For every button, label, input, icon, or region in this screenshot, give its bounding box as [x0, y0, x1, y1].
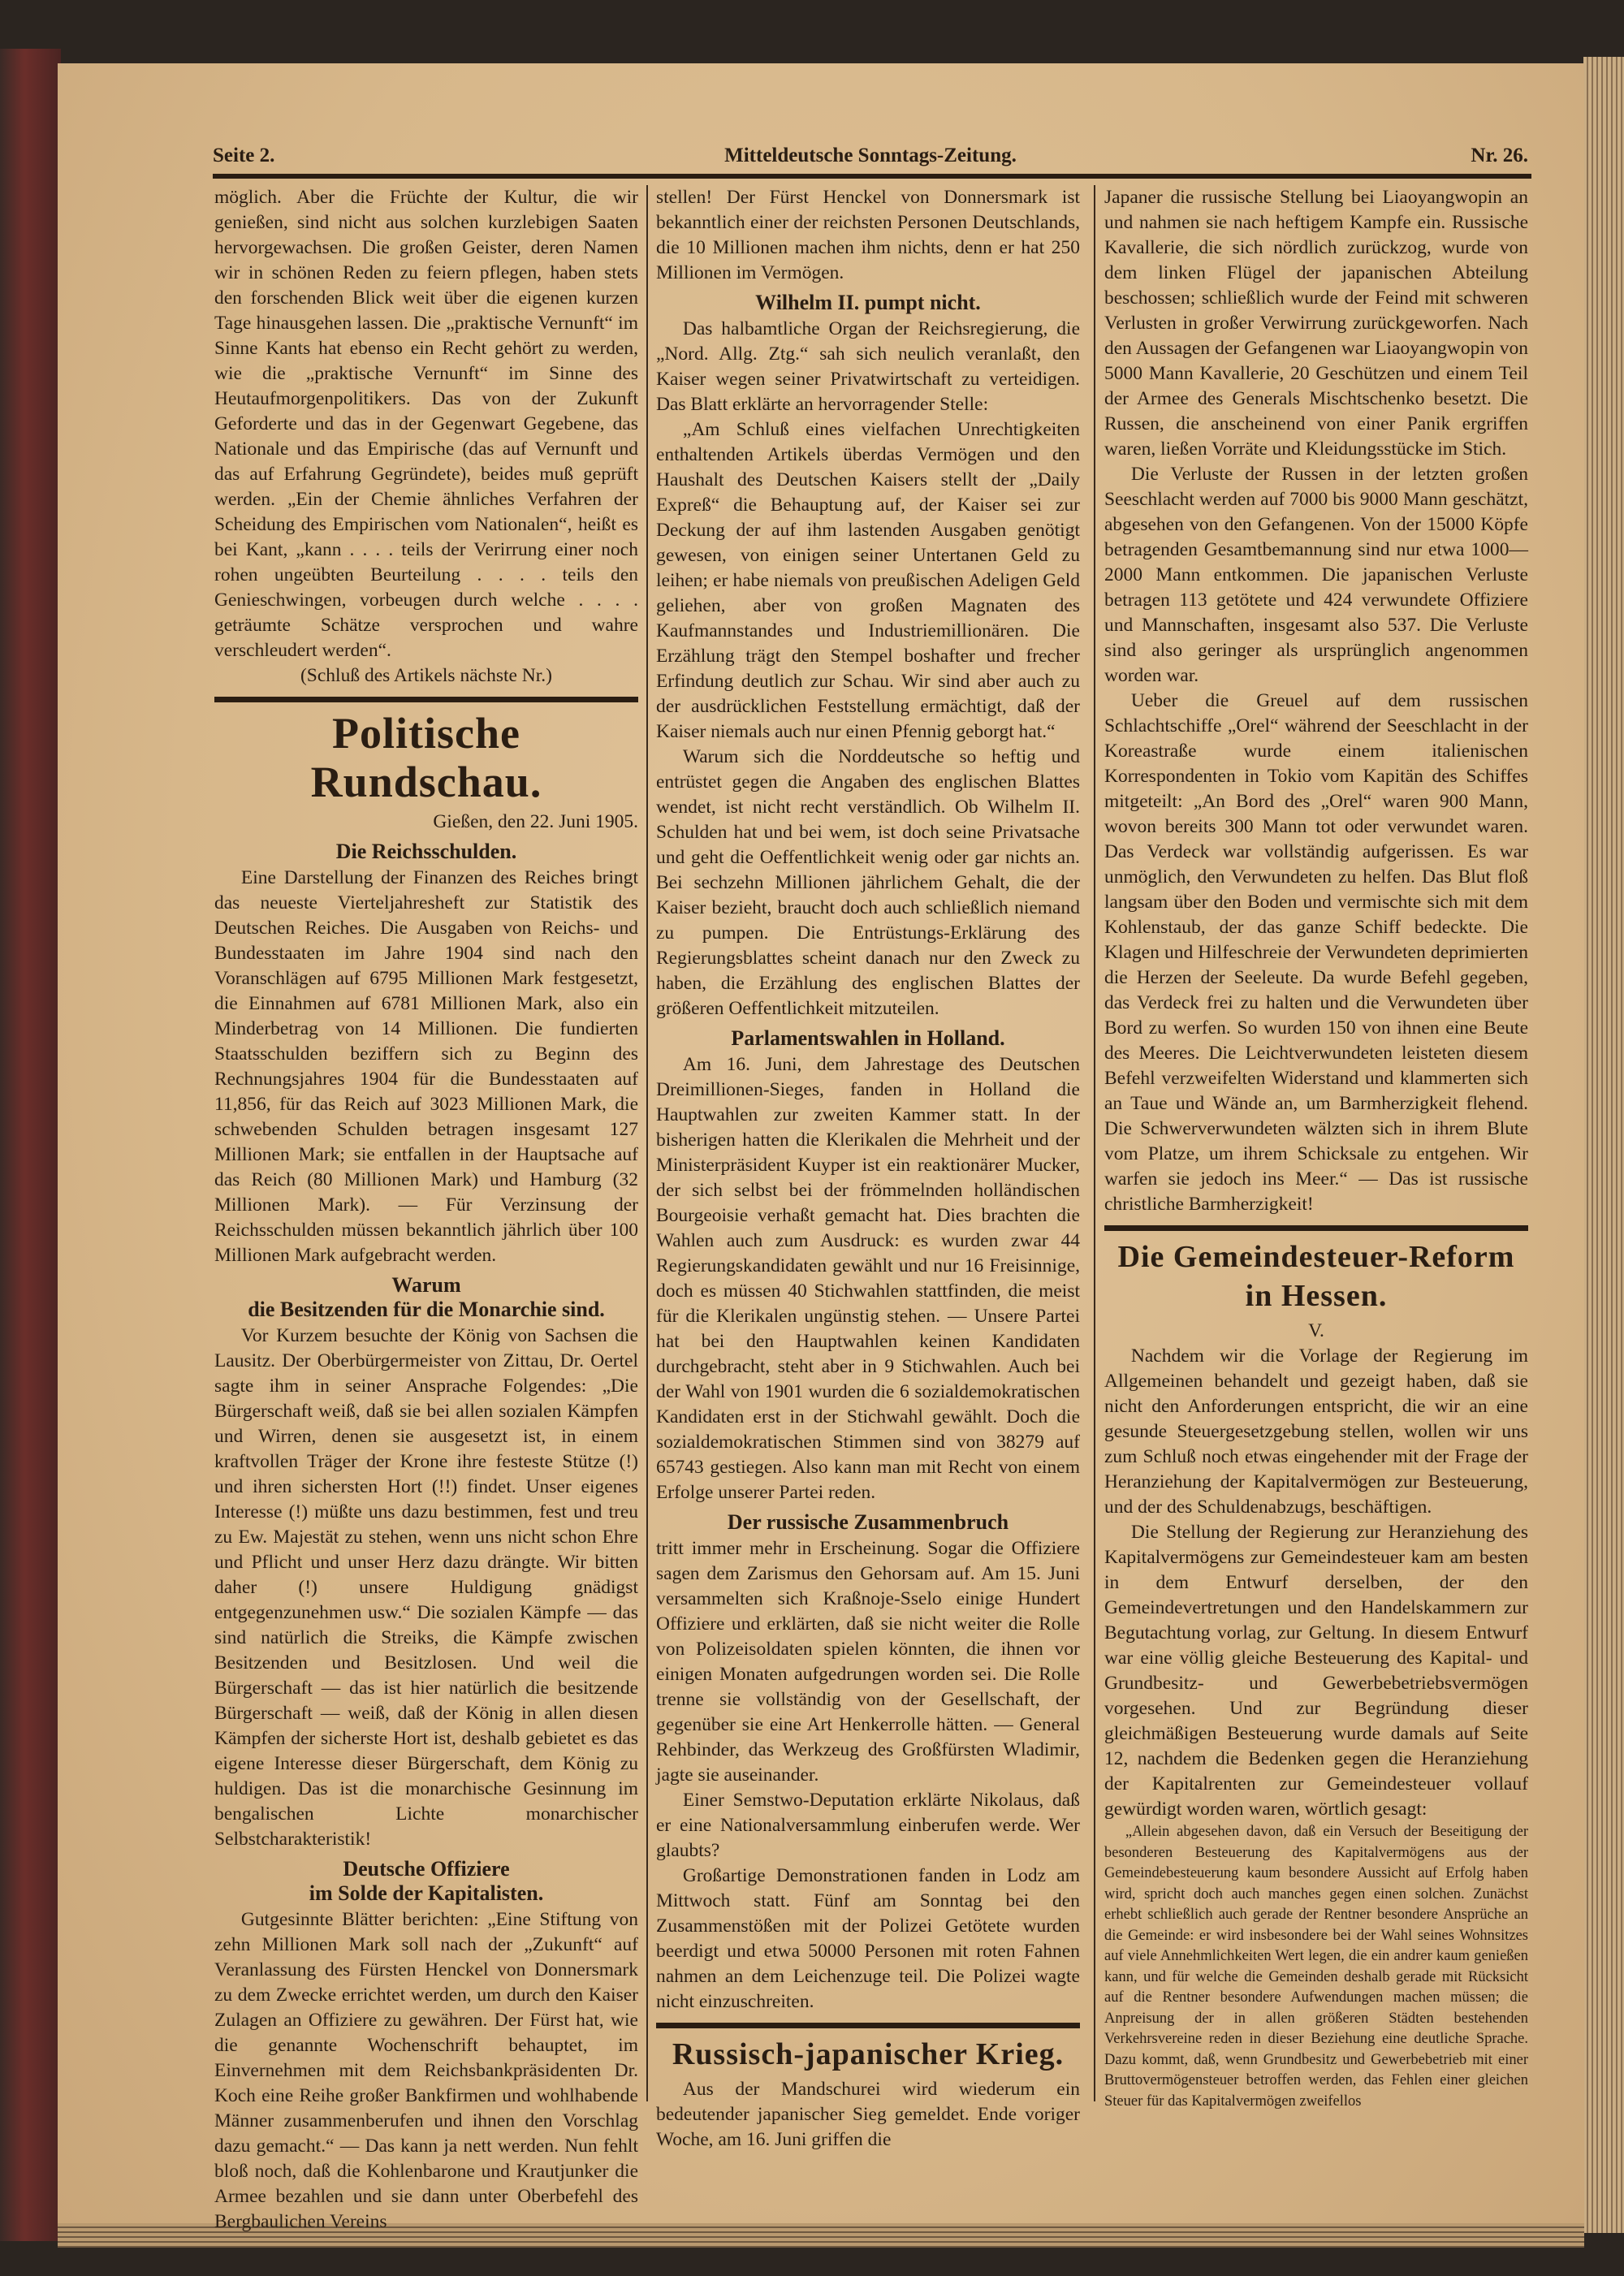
column-1 [214, 185, 638, 2235]
dateline: Gießen, den 22. Juni 1905. [433, 811, 638, 832]
article-text: Einer Semstwo-Deputation erklärte Nikolaus, daß er eine Nationalversammlung einberufen werde. Wer glaubts? [656, 1790, 1080, 1861]
article-text: Die Stellung der Regierung zur Heranziehung des Kapitalvermögens zur Gemeindesteuer kam am besten in dem Entwurf derselben, der den Gemeindevertretungen und den Handelskammern zur Begutachtung vorlag, zur Geltung. In diesem Entwurf war eine völlig gleiche Besteuerung des Kapital- und Grundbesitz- und Gewerbebetriebsvermögen vorgesehen. Und zur Begründung dieser gleichmäßigen Besteuerung wurde damals auf Seite 12, nachdem die Bedenken gegen die Heranziehung der Kapitalrenten zur Gemeindesteuer vollauf gewürdigt worden waren, wörtlich gesagt: [1104, 1522, 1528, 1820]
article-quote: „Am Schluß eines vielfachen Unrechtigkeiten enthaltenden Artikels überdas Vermögen und den Haushalt des Deutschen Kaisers stellt der „Daily Expreß“ die Behauptung auf, der Kaiser sei zur Deckung der auf ihm lastenden Ausgaben genötigt gewesen, von einigen seiner Untertanen Geld zu leihen; er habe niemals von preußischen Adeligen Geld geliehen, aber von großen Magnaten des Kaufmannstandes und Industriemillionären. Die Erzählung trägt den Stempel boshafter und frecher Erfindung deutlich zur Schau. Wir sind aber auch zu der ausdrücklichen Feststellung ermächtigt, daß der Kaiser niemals auch nur einen Pfennig geborgt hat.“ [656, 419, 1080, 742]
article-heading: Warum [391, 1273, 461, 1297]
article-text: stellen! Der Fürst Henckel von Donnersmark ist bekanntlich einer der reichsten Personen Deutschlands, die 10 Millionen machen ihm nichts, denn er hat 250 Millionen im Vermögen. [656, 187, 1080, 283]
article-text: möglich. Aber die Früchte der Kultur, die wir genießen, sind nicht aus solchen kurzlebigen Saaten hervorgewachsen. Die großen Geister, deren Namen wir in schönen Reden zu feiern pflegen, haben stets den forschenden Blick weit über die eigenen kurzen Tage hinausgehen lassen. Die „praktische Vernunft“ im Sinne Kants hat ebenso ein Recht gehört zu werden, wie die „praktische Vernunft“ im Sinne des Heutaufmorgenpolitikers. Das von der Zukunft Geforderte und das in der Gegenwart Gegebene, das Nationale und das Empirische (das auf Vernunft und das auf Erfahrung Gegründete), beides muß geprüft werden. „Ein der Chemie ähnliches Verfahren der Scheidung des Empirischen vom Nationalen“, heißt es bei Kant, „kann . . . . teils der Verirrung einer noch rohen ungeübten Beurteilung . . . . teils den Genieschwingen, vorbeugen durch welche . . . . geträumte Schätze versprochen und wahre verschleudert werden“. [214, 187, 638, 661]
article-heading: Wilhelm II. pumpt nicht. [755, 291, 981, 314]
article-heading: im Solde der Kapitalisten. [309, 1881, 544, 1905]
continuation-note: (Schluß des Artikels nächste Nr.) [300, 665, 552, 686]
page-number: Seite 2. [213, 145, 275, 166]
article-text: Gutgesinnte Blätter berichten: „Eine Stiftung von zehn Millionen Mark soll nach der „Zukunft“ auf Veranlassung des Fürsten Henckel von Donnersmark zu dem Zwecke errichtet werden, um durch den Kaiser Zulagen an Offiziere zu gewähren. Der Fürst hat, wie die genannte Wochenschrift behauptet, im Einvernehmen mit dem Reichsbankpräsidenten Dr. Koch eine Reihe großer Bankfirmen und wohlhabende Männer zusammenberufen und ihnen den Vorschlag dazu gemacht.“ — Das kann ja nett werden. Nun fehlt bloß noch, daß die Kohlenbarone und Krautjunker die Armee bezahlen und sie dann unter Oberbefehl des Bergbaulichen Vereins [214, 1909, 638, 2232]
issue-number: Nr. 26. [1471, 145, 1528, 166]
page-stack-edge [1583, 57, 1624, 2233]
article-text: Das halbamtliche Organ der Reichsregierung, die „Nord. Allg. Ztg.“ sah sich neulich veranlaßt, den Kaiser wegen seiner Privatwirtschaft zu verteidigen. Das Blatt erklärte an hervorragender Stelle: [656, 318, 1080, 415]
article-text: Die Verluste der Russen in der letzten großen Seeschlacht werden auf 7000 bis 9000 Mann geschätzt, abgesehen von den Gefangenen. Von der 15000 Köpfe betragenden Gesamtbemannung sind nur etwa 1000—2000 Mann entkommen. Die japanischen Verluste betragen 113 getötete und 424 verwundete Offiziere und Mannschaften, insgesamt also 537. Die Verluste sind also geringer als ursprünglich angenommen worden war. [1104, 464, 1528, 686]
section-rule [214, 697, 638, 702]
article-heading: die Besitzenden für die Monarchie sind. [248, 1298, 605, 1321]
column-3 [1104, 185, 1528, 2112]
header-rule [213, 174, 1531, 179]
part-number: V. [1308, 1320, 1324, 1341]
page-header [213, 145, 1528, 174]
section-title: Politische Rundschau. [310, 709, 542, 806]
article-text: Japaner die russische Stellung bei Liaoyangwopin an und nahmen sie nach heftigem Kampfe ein. Russische Kavallerie, die sich nördlich zurückzog, wurde von dem linken Flügel der japanischen Abteilung beschossen; schließlich wurde der Feind mit schweren Verlusten in großer Verwirrung zurückgeworfen. Nach den Aussagen der Gefangenen war Liaoyangwopin von 5000 Mann Kavallerie, 20 Geschützen und einem Teil der Armee des Generals Mischtschenko besetzt. Die Russen, die anscheinend von einer Panik ergriffen waren, ließen Vorräte und Kleidungsstücke im Stich. [1104, 187, 1528, 460]
article-text: Warum sich die Norddeutsche so heftig und entrüstet gegen die Angaben des englischen Blattes wendet, ist nicht recht verständlich. Ob Wilhelm II. Schulden hat und bei wem, ist doch seine Privatsache und geht die Oeffentlichkeit wenig oder gar nichts an. Bei sechzehn Millionen jährlichem Gehalt, die der Kaiser bezieht, braucht doch auch schließlich niemand zu pumpen. Die Entrüstungs-Erklärung des Regierungsblattes scheint danach nur den Zweck zu haben, die Erzählung des englischen Blattes der größeren Oeffentlichkeit mitzuteilen. [656, 746, 1080, 1019]
article-text: Eine Darstellung der Finanzen des Reiches bringt das neueste Vierteljahresheft zur Statistik des Deutschen Reiches. Die Ausgaben von Reichs- und Bundesstaaten im Jahre 1904 sind nach den Voranschlägen auf 6795 Millionen Mark festgesetzt, die Einnahmen auf 6781 Millionen Mark, also ein Minderbetrag von 14 Millionen. Die fundierten Staatsschulden beziffern sich zu Beginn des Rechnungsjahres 1904 für die Bundesstaaten auf 11,856, für das Reich auf 3023 Millionen Mark, die schwebenden Schulden betragen insgesamt 127 Millionen Mark; sie entfallen in der Hauptsache auf das Reich (80 Millionen Mark) und Hamburg (32 Millionen Mark). — Für Verzinsung der Reichsschulden müssen bekanntlich jährlich über 100 Millionen Mark aufgebracht werden. [214, 867, 638, 1266]
book-binding [0, 49, 61, 2241]
section-title: Russisch-japanischer Krieg. [672, 2037, 1065, 2071]
section-title: in Hessen. [1245, 1279, 1388, 1313]
article-text: Am 16. Juni, dem Jahrestage des Deutschen Dreimillionen-Sieges, fanden in Holland die Hauptwahlen zur zweiten Kammer statt. In der bisherigen hatten die Klerikalen die Mehrheit und der Ministerpräsident Kuyper ist ein reaktionärer Mucker, der sich selbst bei der frömmelnden holländischen Bourgeoisie verhaßt gemacht hat. Dies brachten die Wahlen auch zum Ausdruck: es wurden zwar 44 Regierungskandidaten gewählt und nur 16 Freisinnige, doch es müssen 40 Stichwahlen stattfinden, die meist für die Klerikalen ungünstig stehen. — Unsere Partei hat bei den Hauptwahlen keinen Kandidaten durchgebracht, steht aber in 9 Stichwahlen. Auch bei der Wahl von 1901 wurden die 6 sozialdemokratischen Kandidaten erst in der Stichwahl gewählt. Doch die sozialdemokratischen Stimmen sind von 38279 auf 65743 gestiegen. Also kann man mit Recht von einem Erfolge unserer Partei reden. [656, 1054, 1080, 1503]
article-text: Großartige Demonstrationen fanden in Lodz am Mittwoch statt. Fünf am Sonntag bei den Zusammenstößen mit der Polizei Getötete wurden beerdigt und etwa 50000 Personen mit roten Fahnen nahmen an dem Leichenzuge teil. Die Polizei wagte nicht einzuschreiten. [656, 1865, 1080, 2012]
article-heading: Die Reichsschulden. [335, 840, 517, 863]
article-text: Vor Kurzem besuchte der König von Sachsen die Lausitz. Der Oberbürgermeister von Zittau, Dr. Oertel sagte ihm in seiner Ansprache Folgendes: „Die Bürgerschaft weiß, daß sie bei allen sozialen Kämpfen und Wirren, denen sie ausgesetzt ist, in einem kraftvollen Träger der Krone ihre festeste Stütze (!) und ihren sichersten Hort (!!) findet. Unser eigenes Interesse (!) müßte uns dazu bestimmen, fest und treu zu Ew. Majestät zu stehen, wenn uns nicht schon Ehre und Pflicht und unser Herz dazu drängte. Wir bitten daher (!) unsere Huldigung gnädigst entgegenzunehmen usw.“ Die sozialen Kämpfe — das sind natürlich die Streiks, die Kämpfe zwischen Besitzenden und Besitzlosen. Und weil die Bürgerschaft — das ist hier natürlich die besitzende Bürgerschaft — weiß, daß der König in allen diesen Kämpfen der sicherste Hort ist, deshalb gebietet es das eigene Interesse dieser Bürgerschaft, dem König zu huldigen. Das ist die monarchische Gesinnung im bengalischen Lichte monarchischer Selbstcharakteristik! [214, 1325, 638, 1850]
article-heading: Parlamentswahlen in Holland. [731, 1026, 1005, 1050]
column-2 [656, 185, 1080, 2153]
article-heading: Deutsche Offiziere [343, 1857, 510, 1881]
column-divider [646, 185, 648, 2101]
article-heading: Der russische Zusammenbruch [727, 1510, 1009, 1534]
section-title: Die Gemeindesteuer-Reform [1117, 1240, 1515, 1274]
section-rule [1104, 1225, 1528, 1231]
column-divider [1094, 185, 1095, 2101]
article-text: Nachdem wir die Vorlage der Regierung im Allgemeinen behandelt und gezeigt haben, daß sie nicht den Anforderungen entspricht, die wir an eine gesunde Steuergesetzgebung stellen, wollen wir uns zum Schluß noch etwas eingehender mit der Frage der Heranziehung der Kapitalvermögen zur Besteuerung, und der des Schuldenabzugs, beschäftigen. [1104, 1345, 1528, 1518]
article-text: Ueber die Greuel auf dem russischen Schlachtschiffe „Orel“ während der Seeschlacht in der Koreastraße wurde einem italienischen Korrespondenten in Tokio vom Kapitän des Schiffes mitgeteilt: „An Bord des „Orel“ waren 900 Mann, wovon bereits 300 Mann tot oder verwundet waren. Das Verdeck war vollständig aufgerissen. Es war unmöglich, den Verwundeten zu helfen. Das Blut floß langsam über den Boden und vermischte sich mit dem Kohlenstaub, der das ganze Schiff bedeckte. Die Klagen und Hilfeschreie der Verwundeten deprimierten die Herzen der Seeleute. Da wurde Befehl gegeben, das Verdeck frei zu halten und die Verwundeten über Bord zu werfen. So wurden 150 von ihnen eine Beute des Meeres. Die Leichtverwundeten leisteten diesem Befehl verzweifelten Widerstand und klammerten sich an Taue und Wände an, um Barmherzigkeit flehend. Die Schwerverwundeten wälzten sich in ihrem Blute vom Platze, um ihrem Schicksale zu entgehen. Wir warfen sie jedoch ins Meer.“ — Das ist russische christliche Barmherzigkeit! [1104, 690, 1528, 1215]
article-text: Aus der Mandschurei wird wiederum ein bedeutender japanischer Sieg gemeldet. Ende voriger Woche, am 16. Juni griffen die [656, 2079, 1080, 2150]
newspaper-title: Mitteldeutsche Sonntags-Zeitung. [724, 145, 1017, 166]
article-quote: „Allein abgesehen davon, daß ein Versuch der Beseitigung der besonderen Besteuerung des Kapitalvermögens aus der Gemeindebesteuerung kaum besondere Aussicht auf Erfolg haben wird, spricht doch auch manches gegen einen solchen. Zunächst erhebt schließlich auch gerade der Rentner besondere Ansprüche an die Gemeinde: er wird insbesondere bei der Wahl seines Wohnsitzes auf viele Annehmlichkeiten Wert legen, die ein andrer kaum genießen kann, und für welche die Gemeinden deshalb gerade mit Rücksicht auf die Rentner besondere Aufwendungen machen müssen; die Anpreisung der in allen größeren Städten bestehenden Verkehrsvereine reden in dieser Beziehung eine deutliche Sprache. Dazu kommt, daß, wenn Grundbesitz und Gewerbebetrieb mit einer Bruttovermögensteuer betroffen werden, das Fehlen einer gleichen Steuer für das Kapitalvermögen zweifellos [1104, 1824, 1528, 2110]
article-text: tritt immer mehr in Erscheinung. Sogar die Offiziere sagen dem Zarismus den Gehorsam auf. Am 15. Juni versammelten sich Kraßnoje-Sselo einige Hundert Offiziere und erklärten, daß sie nicht weiter die Rolle von Polizeisoldaten spielen könnten, die ihnen vor einigen Monaten aufgedrungen worden sei. Die Rolle trenne sie vollständig von der Gesellschaft, der gegenüber sie eine Art Henkerrolle hätten. — General Rehbinder, das Werkzeug des Großfürsten Wladimir, jagte sie auseinander. [656, 1538, 1080, 1786]
section-rule [656, 2023, 1080, 2028]
